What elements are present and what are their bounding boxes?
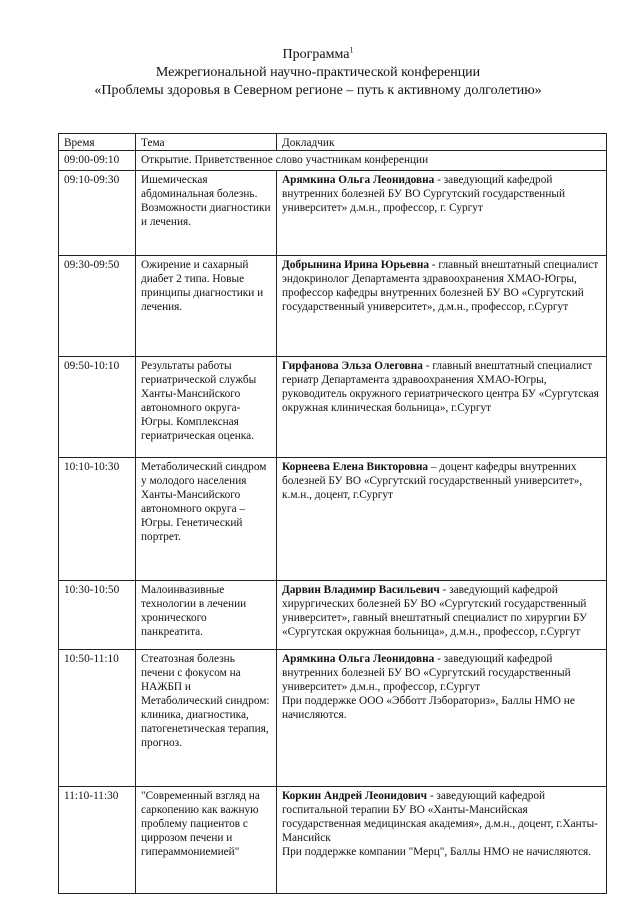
row-topic: "Современный взгляд на саркопению как важную проблему пациентов с циррозом печени и гипераммониемией" [136, 787, 277, 894]
conference-name: Межрегиональной научно-практической конференции [155, 65, 481, 80]
opening-row [59, 151, 607, 171]
table-header-row [59, 134, 607, 151]
row-time: 10:10-10:30 [59, 458, 136, 581]
opening-time: 09:00-09:10 [59, 151, 136, 171]
speaker-details: - заведующий кафедрой внутренних болезней БУ ВО Сургутский государственный университет» д.м.н., профессор, г. Сургут [282, 174, 566, 214]
row-speaker [277, 458, 607, 581]
speaker-name: Гирфанова Эльза Олеговна [282, 360, 423, 372]
row-topic: Ожирение и сахарный диабет 2 типа. Новые принципы диагностики и лечения. [136, 256, 277, 357]
row-time: 11:10-11:30 [59, 787, 136, 894]
row-topic: Результаты работы гериатрической службы Ханты-Мансийского автономного округа-Югры. Комплексная гериатрическая оценка. [136, 357, 277, 458]
row-speaker [277, 650, 607, 787]
speaker-name: Коркин Андрей Леонидович [282, 790, 428, 802]
row-time: 09:10-09:30 [59, 171, 136, 256]
speaker-name: Арямкина Ольга Леонидовна [282, 653, 435, 665]
column-header-speaker: Докладчик [277, 134, 607, 151]
row-time: 10:50-11:10 [59, 650, 136, 787]
row-speaker [277, 171, 607, 256]
speaker-details: – доцент кафедры внутренних болезней БУ ВО «Сургутский государственный университет», к.м.н., доцент, г.Сургут [282, 461, 583, 501]
table-row [59, 650, 607, 787]
schedule-table [58, 133, 607, 894]
table-row [59, 458, 607, 581]
document-header [0, 46, 636, 100]
row-topic: Стеатозная болезнь печени с фокусом на НАЖБП и Метаболический синдром: клиника, диагностика, патогенетическая терапия, прогноз. [136, 650, 277, 787]
table-row [59, 787, 607, 894]
row-speaker [277, 256, 607, 357]
program-title: Программа$^1$ [282, 45, 354, 62]
row-speaker [277, 787, 607, 894]
row-time: 10:30-10:50 [59, 581, 136, 650]
row-speaker [277, 581, 607, 650]
speaker-name: Дарвин Владимир Васильевич [282, 584, 440, 596]
table-row [59, 171, 607, 256]
footnote-mark: 1 [349, 45, 354, 55]
speaker-details: - заведующий кафедрой хирургических болезней БУ ВО «Сургутский государственный университет», гавный внештатный специалист по хирургии БУ «Сургутская окружная больница», д.м.н., профессор, г.Сургут [282, 584, 588, 638]
sponsor-note: При поддержке ООО «Эбботт Лэбораториз», Баллы НМО не начисляются. [282, 695, 575, 721]
speaker-details: - главный внештатный специалист эндокринолог Департамента здравоохранения ХМАО-Югры, профессор кафедры внутренних болезней БУ ВО «Сургутский государственный университет», д.м.н., профессор, г.Сургут [282, 259, 599, 313]
table-row [59, 256, 607, 357]
speaker-name: Корнеева Елена Викторовна [282, 461, 429, 473]
row-topic: Малоинвазивные технологии в лечении хронического панкреатита. [136, 581, 277, 650]
row-time: 09:50-10:10 [59, 357, 136, 458]
speaker-details: - главный внештатный специалист гериатр Департамента здравоохранения ХМАО-Югры, руководитель окружного гериатрического центра БУ «Сургутская окружная клиническая больница», г.Сургут [282, 360, 599, 414]
speaker-details: - заведующий кафедрой внутренних болезней БУ ВО «Сургутский государственный университет» д.м.н., профессор, г.Сургут [282, 653, 571, 693]
row-topic: Метаболический синдром у молодого населения Ханты-Мансийского автономного округа – Югры. Генетический портрет. [136, 458, 277, 581]
column-header-topic: Тема [136, 134, 277, 151]
table-row [59, 581, 607, 650]
speaker-details: - заведующий кафедрой госпитальной терапии БУ ВО «Ханты-Мансийская государственная медицинская академия», д.м.н., доцент, г.Ханты-Мансийск [282, 790, 598, 844]
conference-theme: «Проблемы здоровья в Северном регионе – путь к активному долголетию» [94, 83, 542, 98]
row-speaker [277, 357, 607, 458]
row-time: 09:30-09:50 [59, 256, 136, 357]
speaker-name: Добрынина Ирина Юрьевна [282, 259, 429, 271]
column-header-time: Время [59, 134, 136, 151]
opening-text: Открытие. Приветственное слово участникам конференции [136, 151, 607, 171]
row-topic: Ишемическая абдоминальная болезнь. Возможности диагностики и лечения. [136, 171, 277, 256]
sponsor-note: При поддержке компании "Мерц", Баллы НМО не начисляются. [282, 846, 591, 858]
speaker-name: Арямкина Ольга Леонидовна [282, 174, 435, 186]
table-row [59, 357, 607, 458]
